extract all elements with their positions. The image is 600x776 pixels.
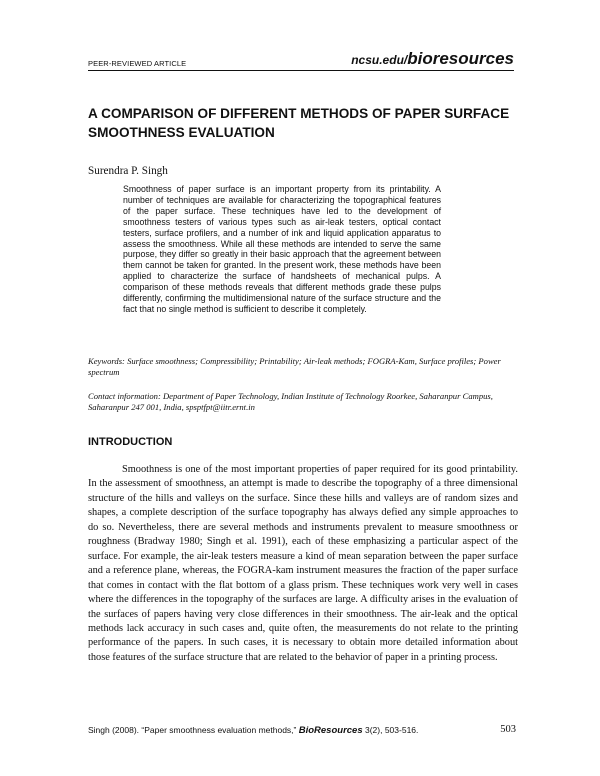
citation [88, 725, 418, 736]
citation-suffix: 3(2), 503-516. [362, 725, 419, 735]
journal-site-logo [351, 49, 514, 69]
citation-journal: BioResources [298, 725, 363, 736]
section-heading-introduction: INTRODUCTION [88, 436, 173, 448]
site-domain: ncsu.edu/ [351, 53, 408, 67]
page-number: 503 [500, 724, 516, 735]
citation-prefix: Singh (2008). “Paper smoothness evaluation methods,” [88, 725, 299, 735]
article-type-label: PEER-REVIEWED ARTICLE [88, 59, 187, 68]
running-header [88, 48, 514, 71]
introduction-paragraph: Smoothness is one of the most important properties of paper required for its good printability. In the assessment of smoothness, an attempt is made to describe the topography of a three dimensional structure of the hills and valleys on the surface. Since these hills and valleys are of random sizes and shapes, a complete description of the surface topography has always defied any simple approaches to do so. Nevertheless, there are several methods and instruments prevalent to measure smoothness or roughness (Bradway 1980; Singh et al. 1991), each of these emphasizing a particular aspect of the surface. For example, the air-leak testers measure a kind of mean separation between the paper surface and a reference plane, whereas, the FOGRA-kam instrument measures the fraction of the paper surface that comes in contact with the flat bottom of a glass prism. These techniques work very well in cases where the differences in the topography of the surfaces are large. A difficulty arises in the evaluation of the surfaces of papers having very close differences in their smoothness. The air-leak and the optical methods lack accuracy in such cases and, quite often, the measurements do not relate to the printing performance of the papers. In such cases, it is necessary to obtain more detailed information about those features of the surface structure that are related to the behavior of paper in a printing process. [88, 464, 518, 663]
contact-information: Contact information: Department of Paper Technology, Indian Institute of Technology Roorkee, Saharanpur Campus, Saharanpur 247 001, India, spsptfpt@iitr.ernt.in [88, 391, 493, 412]
running-footer [88, 725, 518, 741]
keywords: Keywords: Surface smoothness; Compressibility; Printability; Air-leak methods; FOGRA-Kam, Surface profiles; Power spectrum [88, 356, 501, 377]
paper-title: A COMPARISON OF DIFFERENT METHODS OF PAPER SURFACE SMOOTHNESS EVALUATION [88, 106, 510, 140]
author-name: Surendra P. Singh [88, 165, 168, 177]
abstract: Smoothness of paper surface is an important property from its printability. A number of techniques are available for characterizing the topographical features of the paper surface. These techniques have led to the development of smoothness testers of various types such as air-leak testers, optical contact testers, surface profilers, and a number of ink and liquid application apparatus to assess the smoothness. While all these methods are intended to serve the same purpose, they differ so greatly in their basic approach that the agreement between them cannot be taken for granted. In the present work, these methods have been applied to characterize the surface of handsheets of mechanical pulps. A comparison of these methods reveals that different methods grade these pulps differently, confirming the multidimensional nature of the surface structure and the fact that no single method is sufficient to describe it completely. [123, 184, 441, 314]
site-brand: bioresources [407, 49, 514, 68]
